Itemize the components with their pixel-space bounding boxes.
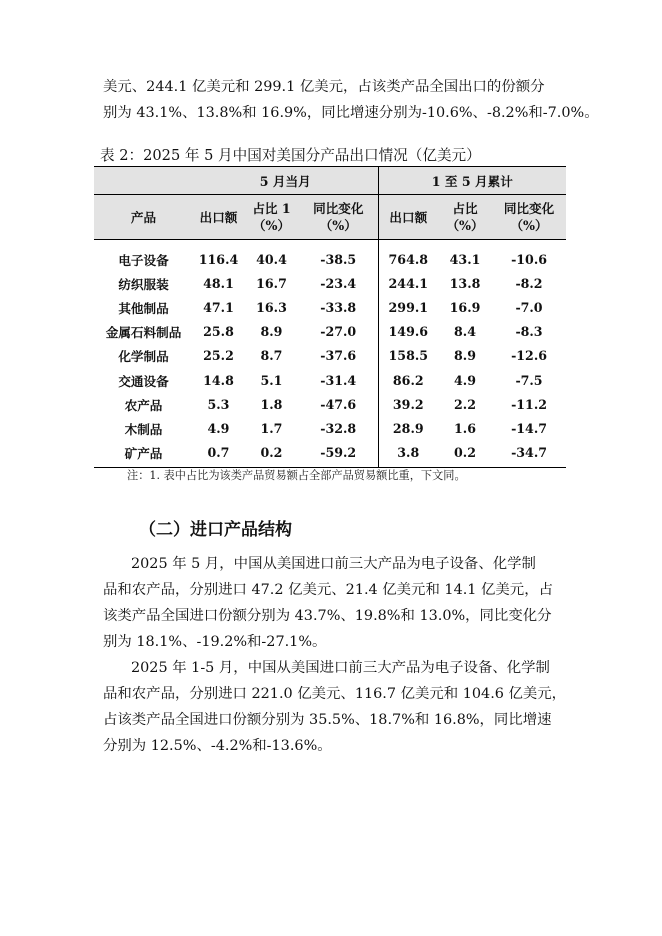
cell-month-yoy: -47.6 — [320, 396, 357, 412]
cell-cum-yoy: -8.2 — [515, 275, 543, 291]
cell-product: 化学制品 — [118, 349, 169, 365]
cell-cum-export: 3.8 — [378, 441, 438, 468]
cell-cum-yoy: -11.2 — [511, 396, 547, 412]
cell-month-export: 48.1 — [203, 275, 234, 291]
cell-month-share: 8.7 — [260, 348, 283, 364]
col-header-cum-export: 出口额 — [378, 195, 438, 240]
cell-cum-yoy: -34.7 — [492, 441, 566, 468]
cell-cum-share: 2.2 — [454, 396, 476, 412]
paragraph-line: 2025 年 5 月，中国从美国进口前三大产品为电子设备、化学制 — [131, 556, 536, 572]
col-header-cum-yoy — [492, 195, 566, 240]
cell-cum-export: 39.2 — [378, 392, 438, 416]
cell-month-export: 0.7 — [193, 441, 244, 468]
header-line: 占比 1 — [252, 201, 291, 216]
cell-month-yoy: -27.0 — [320, 324, 357, 340]
cell-month-export: 25.2 — [203, 348, 234, 364]
cell-month-share: 8.9 — [260, 324, 283, 340]
export-by-product-table — [94, 166, 566, 468]
cell-cum-yoy: -8.3 — [515, 324, 543, 340]
cell-month-export: 47.1 — [203, 299, 234, 315]
paragraph-line: 占该类产品全国进口份额分别为 35.5%、18.7%和 16.8%，同比增速 — [103, 712, 552, 728]
header-line: 占比 — [452, 201, 478, 216]
cell-cum-yoy: -10.6 — [511, 251, 547, 267]
paragraph-line: 别为 43.1%、13.8%和 16.9%，同比增速分别为-10.6%、-8.2%和-7.0%。 — [103, 105, 599, 121]
header-unit: （%） — [446, 218, 484, 233]
cell-product: 纺织服装 — [118, 276, 169, 292]
paragraph-line: 美元、244.1 亿美元和 299.1 亿美元，占该类产品全国出口的份额分 — [103, 79, 545, 95]
col-header-product: 产品 — [94, 195, 193, 240]
cell-cum-yoy: -7.0 — [515, 299, 543, 315]
cell-cum-share: 13.8 — [449, 275, 481, 291]
header-line: 同比变化 — [503, 201, 555, 216]
table-caption: 表 2：2025 年 5 月中国对美国分产品出口情况（亿美元） — [100, 147, 481, 164]
paragraph-line: 该类产品全国进口份额分别为 43.7%、19.8%和 13.0%，同比变化分 — [103, 608, 552, 624]
table-row — [94, 320, 566, 344]
cell-product: 矿产品 — [94, 441, 193, 468]
cell-cum-share: 1.6 — [454, 420, 476, 436]
cell-cum-share: 43.1 — [449, 251, 481, 267]
cell-cum-share: 8.4 — [454, 324, 476, 340]
cell-cum-export: 244.1 — [378, 271, 438, 295]
cell-cum-export: 158.5 — [378, 344, 438, 368]
cell-cum-export: 28.9 — [378, 416, 438, 440]
cell-month-yoy: -37.6 — [320, 348, 357, 364]
cell-month-share: 5.1 — [260, 372, 283, 388]
cell-cum-share: 8.9 — [454, 348, 476, 364]
section-heading: （二）进口产品结构 — [139, 520, 292, 540]
cell-cum-export: 149.6 — [378, 320, 438, 344]
cell-month-yoy: -33.8 — [320, 299, 357, 315]
group-header-cumulative: 1 至 5 月累计 — [378, 167, 566, 195]
cell-month-share: 16.7 — [256, 275, 287, 291]
export-table-container — [94, 166, 566, 468]
header-unit: （%） — [510, 218, 548, 233]
paragraph-line: 分别为 12.5%、-4.2%和-13.6%。 — [103, 738, 332, 754]
cell-cum-export: 299.1 — [378, 295, 438, 319]
table-row — [94, 295, 566, 319]
cell-cum-yoy: -14.7 — [511, 420, 547, 436]
col-header-month-export: 出口额 — [193, 195, 244, 240]
paragraph-line: 品和农产品，分别进口 47.2 亿美元、21.4 亿美元和 14.1 亿美元，占 — [103, 582, 553, 598]
table-footnote: 注：1. 表中占比为该类产品贸易额占全部产品贸易额比重，下文同。 — [127, 469, 466, 482]
table-row — [94, 416, 566, 440]
cell-month-export: 25.8 — [203, 324, 234, 340]
intro-paragraph — [103, 74, 599, 126]
group-header-row — [94, 167, 566, 195]
header-unit: （%） — [319, 218, 357, 233]
cell-cum-share: 16.9 — [449, 299, 481, 315]
cell-product: 电子设备 — [118, 252, 169, 268]
cell-month-yoy: -32.8 — [320, 420, 357, 436]
cell-month-export: 14.8 — [203, 372, 234, 388]
col-header-month-yoy — [299, 195, 378, 240]
cell-month-yoy: -23.4 — [320, 275, 357, 291]
cell-month-yoy: -38.5 — [320, 251, 357, 267]
cell-cum-share: 0.2 — [438, 441, 492, 468]
header-unit: （%） — [252, 218, 291, 233]
import-may-paragraph — [103, 551, 565, 655]
cell-cum-export: 764.8 — [378, 240, 438, 272]
paragraph-line: 品和农产品，分别进口 221.0 亿美元、116.7 亿美元和 104.6 亿美元， — [103, 686, 567, 702]
paragraph-line: 2025 年 1-5 月，中国从美国进口前三大产品为电子设备、化学制 — [131, 660, 550, 676]
column-header-row — [94, 195, 566, 240]
table-row — [94, 368, 566, 392]
group-header-month: 5 月当月 — [193, 167, 378, 195]
cell-month-export: 4.9 — [207, 420, 230, 436]
col-header-cum-share — [438, 195, 492, 240]
cell-month-export: 116.4 — [198, 251, 239, 267]
col-header-month-share — [244, 195, 299, 240]
paragraph-line: 别为 18.1%、-19.2%和-27.1%。 — [103, 634, 327, 650]
cell-month-yoy: -59.2 — [299, 441, 378, 468]
cell-month-share: 16.3 — [256, 299, 287, 315]
table-row — [94, 441, 566, 468]
cell-month-export: 5.3 — [207, 396, 230, 412]
header-line: 同比变化 — [313, 201, 364, 216]
cell-month-yoy: -31.4 — [320, 372, 357, 388]
import-jan-may-paragraph — [103, 655, 565, 759]
cell-month-share: 1.8 — [260, 396, 283, 412]
cell-product: 其他制品 — [118, 300, 169, 316]
cell-month-share: 1.7 — [260, 420, 283, 436]
table-row — [94, 240, 566, 272]
cell-cum-yoy: -12.6 — [511, 348, 547, 364]
cell-cum-share: 4.9 — [454, 372, 476, 388]
cell-cum-export: 86.2 — [378, 368, 438, 392]
cell-month-share: 40.4 — [256, 251, 287, 267]
cell-product: 金属石料制品 — [105, 325, 182, 341]
cell-cum-yoy: -7.5 — [515, 372, 543, 388]
cell-month-share: 0.2 — [244, 441, 299, 468]
cell-product: 交通设备 — [118, 373, 169, 389]
cell-product: 农产品 — [124, 397, 163, 413]
group-header-empty — [94, 167, 193, 195]
table-row — [94, 271, 566, 295]
table-row — [94, 392, 566, 416]
table-row — [94, 344, 566, 368]
cell-product: 木制品 — [124, 421, 163, 437]
